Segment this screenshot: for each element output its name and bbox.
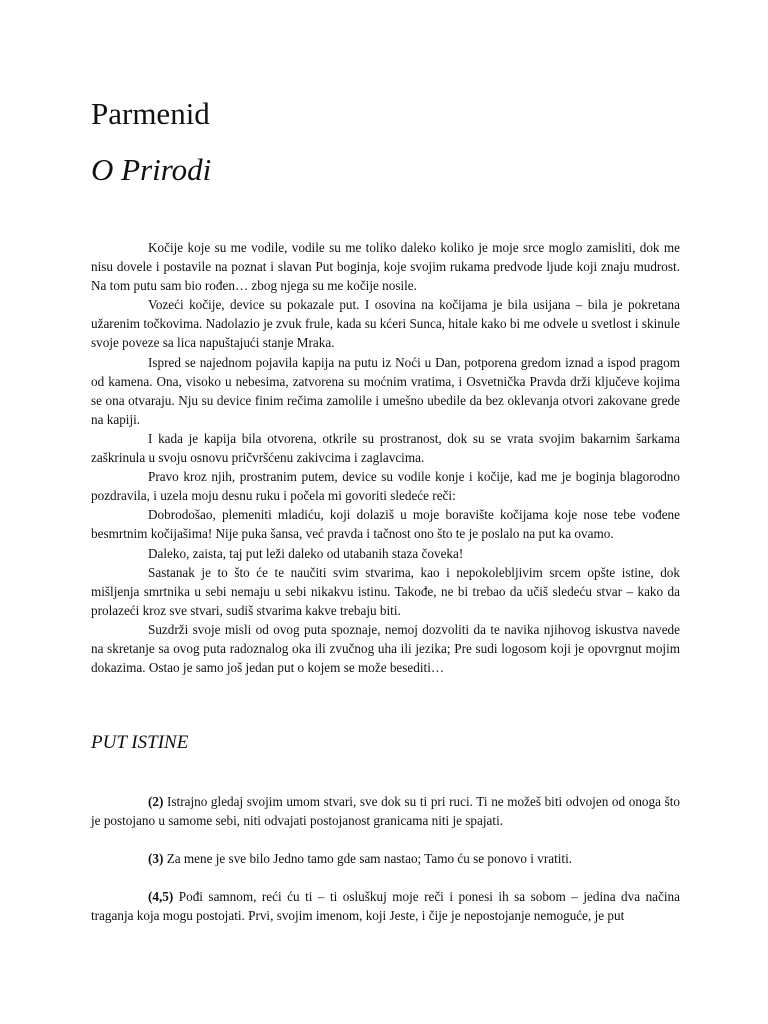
fragment-paragraph (91, 849, 680, 868)
prologue-paragraph: Pravo kroz njih, prostranim putem, device su vodile konje i kočije, kad me je boginja blagorodno pozdravila, i uzela moju desnu ruku i počela mi govoriti sledeće reči: (91, 469, 680, 504)
prologue-paragraph: Kočije koje su me vodile, vodile su me toliko daleko koliko je moje srce moglo zamisliti, dok me nisu dovele i postavile na poznat i slavan Put boginja, koje svojim rukama predvode ljude koji znaju mudrost. Na tom putu sam bio rođen… zbog njega su me kočije nosile. (91, 240, 680, 294)
prologue-paragraph: Suzdrži svoje misli od ovog puta spoznaje, nemoj dozvoliti da te navika njihovog iskustva navede na skretanje sa ovog puta radoznalog oka ili zvučnog uha ili jezika; Pre sudi logosom koji je opovrgnut mojim dokazima. Ostao je samo još jedan put o kojem se može besediti… (91, 621, 680, 676)
prologue-paragraph: Ispred se najednom pojavila kapija na putu iz Noći u Dan, potporena gredom iznad a ispod pragom od kamena. Ona, visoko u nebesima, zatvorena su moćnim vratima, i Osvetnička Pravda drži ključeve kojima se ona otvaraju. Nju su device finim rečima zamolile i umešno ubedile da bez oklevanja otvori zakovane grede na kapiji. (91, 354, 680, 427)
prologue-paragraph: Vozeći kočije, device su pokazale put. I osovina na kočijama je bila usijana – bila je pokretana užarenim točkovima. Nadolazio je zvuk frule, kada su kćeri Sunca, hitale kako bi me odvele u svetlost i skinule svoje poveze sa lica napuštajući stanje Mraka. (91, 297, 680, 351)
fragment-text: Za mene je sve bilo Jedno tamo gde sam nastao; Tamo ću se ponovo i vratiti. (163, 851, 573, 867)
prologue-paragraph: Sastanak je to što će te naučiti svim stvarima, kao i nepokolebljivim srcem opšte istine, dok mišljenja smrtnika u sebi nemaju u sebi nikakvu istinu. Takođe, ne bi trebao da učiš sledeću stvar – kako da prolazeći kroz sve stvari, sudiš stvarima kakve trebaju biti. (91, 564, 680, 618)
fragment-number: (4,5) (148, 889, 174, 905)
prologue-paragraph: Daleko, zaista, taj put leži daleko od utabanih staza čoveka! (148, 545, 464, 561)
fragments-section (91, 792, 680, 944)
fragment-text: Pođi samnom, reći ću ti – ti osluškuj moje reči i ponesi ih sa sobom – jedina dva načina traganja koja mogu postojati. Prvi, svojim imenom, koji Jeste, i čije je nepostojanje nemoguće, je put (91, 889, 680, 924)
prologue-section (91, 238, 680, 677)
prologue-paragraph: Dobrodošao, plemeniti mladiću, koji dolaziš u moje boravište kočijama koje nose tebe vođene besmrtnim kočijašima! Nije puka šansa, već pravda i tačnost ono što te je poslalo na put ka ovamo. (91, 507, 680, 542)
fragment-number: (2) (148, 794, 164, 809)
section-heading: PUT ISTINE (91, 732, 189, 753)
fragment-text: Istrajno gledaj svojim umom stvari, sve dok su ti pri ruci. Ti ne možeš biti odvojen od onoga što je postojano u samome sebi, niti odvajati postojanost granicama niti je spajati. (91, 794, 680, 829)
fragment-paragraph (91, 887, 680, 925)
fragment-paragraph (91, 792, 680, 830)
fragment-number: (3) (148, 851, 164, 867)
prologue-paragraph: I kada je kapija bila otvorena, otkrile su prostranost, dok su se vrata svojim bakarnim šarkama zaškrinula u svoju osnovu pričvršćenu zakivcima i zaglavcima. (91, 430, 680, 466)
author-heading: Parmenid (91, 96, 210, 131)
work-title: O Prirodi (91, 152, 212, 187)
